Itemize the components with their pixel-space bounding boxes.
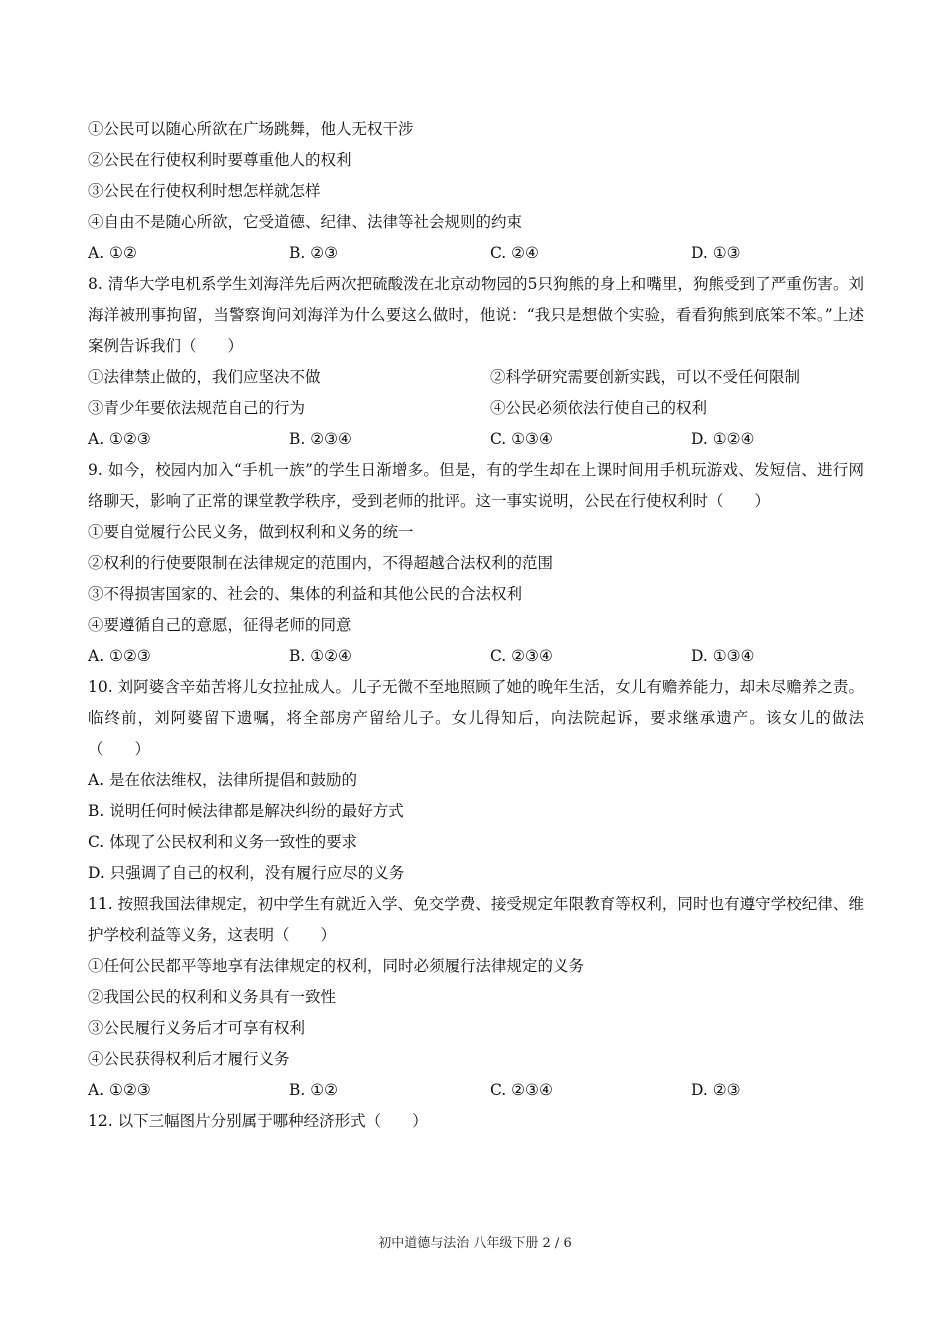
page-footer: 初中道德与法治 八年级下册 2 / 6 (378, 1236, 572, 1251)
q9-option-a: A. ①②③ (88, 647, 151, 665)
q7-statement-1: ①公民可以随心所欲在广场跳舞，他人无权干涉 (88, 120, 414, 138)
q9-stem: 9. 如今，校园内加入“手机一族”的学生日渐增多。但是，有的学生却在上课时间用手机玩游戏、发短信、进行网络聊天，影响了正常的课堂教学秩序，受到老师的批评。这一事实说明，公民在行使权利时（ ） (88, 461, 864, 510)
q8-option-b: B. ②③④ (289, 430, 352, 448)
q11-options (88, 1075, 864, 1106)
q8-statement-4: ④公民必须依法行使自己的权利 (490, 399, 708, 417)
q8-options (88, 424, 864, 455)
q11-statement-1: ①任何公民都平等地享有法律规定的权利，同时必须履行法律规定的义务 (88, 957, 585, 975)
q9-options (88, 641, 864, 672)
q10-choice-b: B. 说明任何时候法律都是解决纠纷的最好方式 (88, 802, 404, 820)
q8-statements-row-2 (88, 393, 864, 424)
q12-stem: 12. 以下三幅图片分别属于哪种经济形式（ ） (88, 1112, 428, 1130)
q7-options (88, 238, 864, 269)
q11-option-c: C. ②③④ (490, 1081, 553, 1099)
q10-choice-a: A. 是在依法维权，法律所提倡和鼓励的 (88, 771, 358, 789)
q10-choice-d: D. 只强调了自己的权利，没有履行应尽的义务 (88, 864, 405, 882)
q11-stem: 11. 按照我国法律规定，初中学生有就近入学、免交学费、接受规定年限教育等权利，同时也有遵守学校纪律、维护学校利益等义务，这表明（ ） (88, 895, 864, 944)
q7-option-d: D. ①③ (691, 244, 741, 262)
q9-option-d: D. ①③④ (691, 647, 755, 665)
q8-option-c: C. ①③④ (490, 430, 553, 448)
q8-statement-3: ③青少年要依法规范自己的行为 (88, 399, 306, 417)
q7-option-c: C. ②④ (490, 244, 539, 262)
q7-statement-4: ④自由不是随心所欲，它受道德、纪律、法律等社会规则的约束 (88, 213, 523, 231)
q11-statement-3: ③公民履行义务后才可享有权利 (88, 1019, 306, 1037)
page-content (88, 114, 864, 1137)
q9-option-b: B. ①②④ (289, 647, 352, 665)
q8-option-d: D. ①②④ (691, 430, 755, 448)
q8-statements-row-1 (88, 362, 864, 393)
q9-statement-1: ①要自觉履行公民义务，做到权利和义务的统一 (88, 523, 414, 541)
q10-choice-c: C. 体现了公民权利和义务一致性的要求 (88, 833, 358, 851)
q11-option-a: A. ①②③ (88, 1081, 151, 1099)
q8-statement-1: ①法律禁止做的，我们应坚决不做 (88, 368, 321, 386)
q11-statement-2: ②我国公民的权利和义务具有一致性 (88, 988, 337, 1006)
q9-statement-4: ④要遵循自己的意愿，征得老师的同意 (88, 616, 352, 634)
q9-statement-2: ②权利的行使要限制在法律规定的范围内，不得超越合法权利的范围 (88, 554, 554, 572)
q11-statement-4: ④公民获得权利后才履行义务 (88, 1050, 290, 1068)
q8-option-a: A. ①②③ (88, 430, 151, 448)
q10-stem: 10. 刘阿婆含辛茹苦将儿女拉扯成人。儿子无微不至地照顾了她的晚年生活，女儿有赡养能力，却未尽赡养之责。临终前，刘阿婆留下遗嘱，将全部房产留给儿子。女儿得知后，向法院起诉，要求继承遗产。该女儿的做法（ ） (88, 678, 864, 758)
q7-statement-3: ③公民在行使权利时想怎样就怎样 (88, 182, 321, 200)
q11-option-d: D. ②③ (691, 1081, 741, 1099)
q8-statement-2: ②科学研究需要创新实践，可以不受任何限制 (490, 368, 801, 386)
q8-stem: 8. 清华大学电机系学生刘海洋先后两次把硫酸泼在北京动物园的5只狗熊的身上和嘴里，狗熊受到了严重伤害。刘海洋被刑事拘留，当警察询问刘海洋为什么要这么做时，他说：“我只是想做个实验，看看狗熊到底笨不笨。”上述案例告诉我们（ ） (88, 275, 864, 355)
q11-option-b: B. ①② (289, 1081, 339, 1099)
q7-option-b: B. ②③ (289, 244, 339, 262)
q7-option-a: A. ①② (88, 244, 137, 262)
q9-option-c: C. ②③④ (490, 647, 553, 665)
q7-statement-2: ②公民在行使权利时要尊重他人的权利 (88, 151, 352, 169)
q9-statement-3: ③不得损害国家的、社会的、集体的利益和其他公民的合法权利 (88, 585, 523, 603)
